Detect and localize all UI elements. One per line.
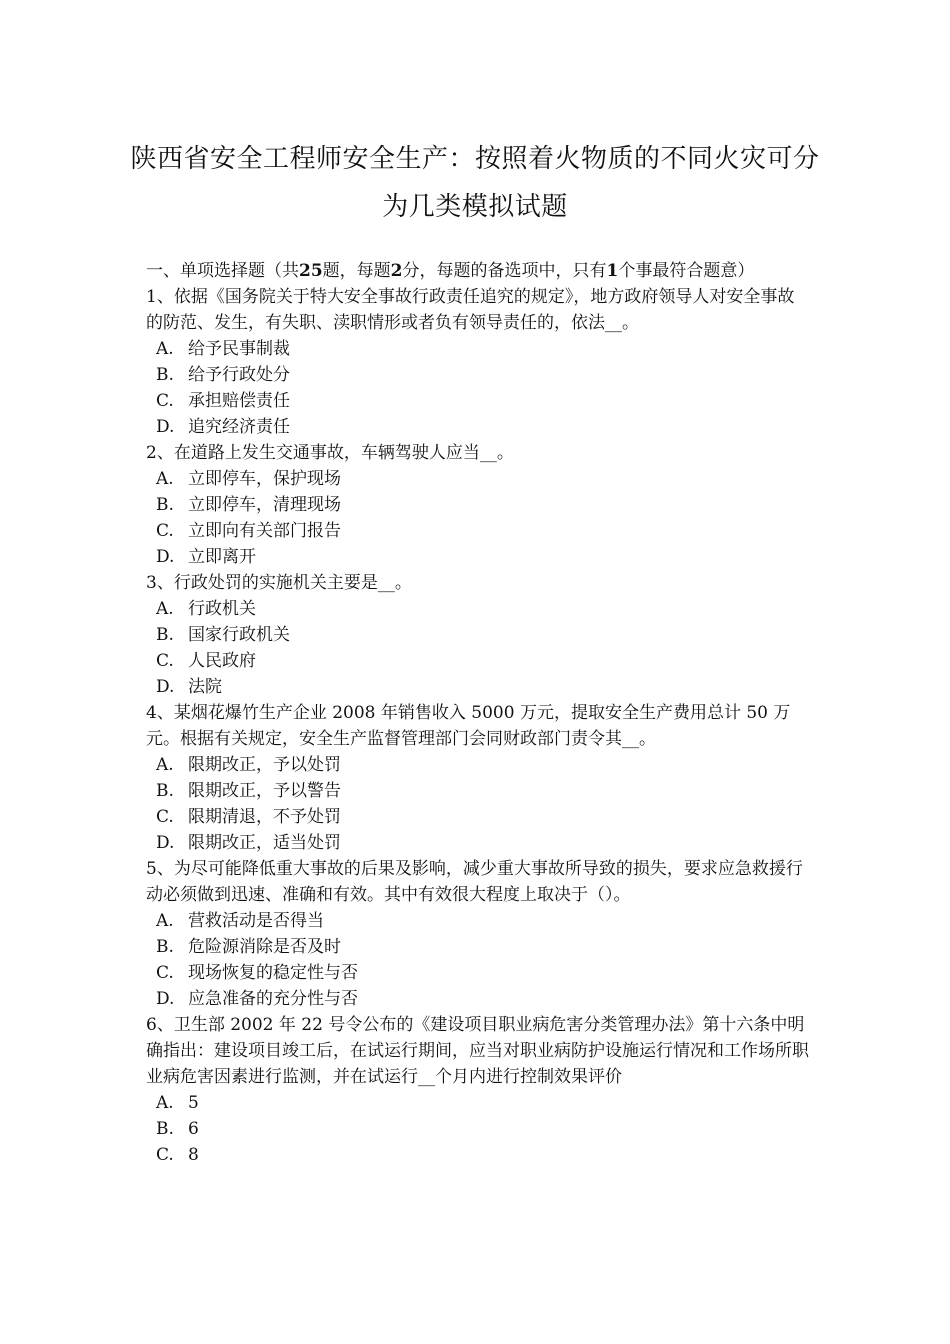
option-text: 危险源消除是否及时	[188, 937, 341, 957]
document-title-line2: 为几类模拟试题	[382, 192, 568, 222]
option-label: C.	[156, 391, 174, 411]
option-text: 给予行政处分	[188, 365, 290, 385]
option-text: 6	[188, 1119, 199, 1139]
option-label: D.	[156, 417, 175, 437]
answer-option	[146, 388, 811, 414]
answer-option	[146, 908, 811, 934]
question-points: 2	[390, 261, 403, 281]
option-text: 人民政府	[188, 651, 256, 671]
option-text: 8	[188, 1145, 199, 1165]
answer-option	[146, 986, 811, 1012]
question-text: 2、在道路上发生交通事故，车辆驾驶人应当__。	[146, 443, 514, 463]
section-text-1: 一、单项选择题（共	[146, 261, 299, 281]
answer-option	[146, 466, 811, 492]
answer-option	[146, 336, 811, 362]
answer-option	[146, 648, 811, 674]
question-text: 3、行政处罚的实施机关主要是__。	[146, 573, 412, 593]
option-label: B.	[156, 365, 174, 385]
option-text: 应急准备的充分性与否	[188, 989, 358, 1009]
option-text: 限期改正，予以处罚	[188, 755, 341, 775]
answer-option	[146, 804, 811, 830]
option-text: 法院	[188, 677, 222, 697]
option-label: C.	[156, 807, 174, 827]
question-text: 1、依据《国务院关于特大安全事故行政责任追究的规定》，地方政府领导人对安全事故的防范、发生，有失职、渎职情形或者负有领导责任的，依法__。	[146, 287, 795, 333]
option-text: 立即离开	[188, 547, 256, 567]
option-label: A.	[156, 1093, 174, 1113]
answer-option	[146, 1142, 811, 1168]
section-text-3: 分，每题的备选项中，只有	[402, 261, 607, 281]
option-text: 现场恢复的稳定性与否	[188, 963, 358, 983]
section-text-4: 个事最符合题意）	[618, 261, 755, 281]
option-label: B.	[156, 781, 174, 801]
answer-option	[146, 362, 811, 388]
option-label: C.	[156, 963, 174, 983]
answer-option	[146, 674, 811, 700]
option-label: A.	[156, 339, 174, 359]
option-label: D.	[156, 677, 175, 697]
document-title-line1: 陕西省安全工程师安全生产：按照着火物质的不同火灾可分	[130, 144, 820, 174]
option-label: A.	[156, 469, 174, 489]
option-label: C.	[156, 651, 174, 671]
answer-option	[146, 492, 811, 518]
option-text: 限期改正，予以警告	[188, 781, 341, 801]
option-text: 行政机关	[188, 599, 256, 619]
option-text: 给予民事制裁	[188, 339, 290, 359]
answer-option	[146, 596, 811, 622]
option-label: D.	[156, 989, 175, 1009]
question-text: 6、卫生部 2002 年 22 号令公布的《建设项目职业病危害分类管理办法》第十六条中明确指出：建设项目竣工后，在试运行期间，应当对职业病防护设施运行情况和工作场所职业病危害因素进行监测，并在试运行__个月内进行控制效果评价	[146, 1015, 809, 1087]
answer-option	[146, 752, 811, 778]
option-label: B.	[156, 1119, 174, 1139]
section-heading	[146, 258, 811, 284]
answer-count: 1	[606, 261, 619, 281]
option-text: 承担赔偿责任	[188, 391, 290, 411]
option-label: B.	[156, 495, 174, 515]
option-text: 5	[188, 1093, 199, 1113]
answer-option	[146, 544, 811, 570]
option-label: A.	[156, 599, 174, 619]
option-label: A.	[156, 911, 174, 931]
option-label: B.	[156, 937, 174, 957]
answer-option	[146, 414, 811, 440]
question-count: 25	[299, 261, 323, 281]
option-text: 国家行政机关	[188, 625, 290, 645]
answer-option	[146, 1090, 811, 1116]
option-label: D.	[156, 547, 175, 567]
answer-option	[146, 960, 811, 986]
answer-option	[146, 518, 811, 544]
question-text: 5、为尽可能降低重大事故的后果及影响，减少重大事故所导致的损失，要求应急救援行动必须做到迅速、准确和有效。其中有效很大程度上取决于（）。	[146, 859, 803, 905]
question-list	[146, 284, 811, 1168]
option-text: 立即停车，保护现场	[188, 469, 341, 489]
answer-option	[146, 1116, 811, 1142]
option-label: C.	[156, 1145, 174, 1165]
answer-option	[146, 830, 811, 856]
option-text: 营救活动是否得当	[188, 911, 324, 931]
answer-option	[146, 778, 811, 804]
option-label: C.	[156, 521, 174, 541]
option-label: D.	[156, 833, 175, 853]
option-label: A.	[156, 755, 174, 775]
exam-content	[146, 258, 811, 1168]
section-text-2: 题，每题	[322, 261, 391, 281]
option-text: 追究经济责任	[188, 417, 290, 437]
option-text: 立即向有关部门报告	[188, 521, 341, 541]
option-text: 限期改正，适当处罚	[188, 833, 341, 853]
answer-option	[146, 622, 811, 648]
question-text: 4、某烟花爆竹生产企业 2008 年销售收入 5000 万元，提取安全生产费用总计 50 万元。根据有关规定，安全生产监督管理部门会同财政部门责令其__。	[146, 703, 791, 749]
option-text: 立即停车，清理现场	[188, 495, 341, 515]
answer-option	[146, 934, 811, 960]
option-text: 限期清退，不予处罚	[188, 807, 341, 827]
option-label: B.	[156, 625, 174, 645]
